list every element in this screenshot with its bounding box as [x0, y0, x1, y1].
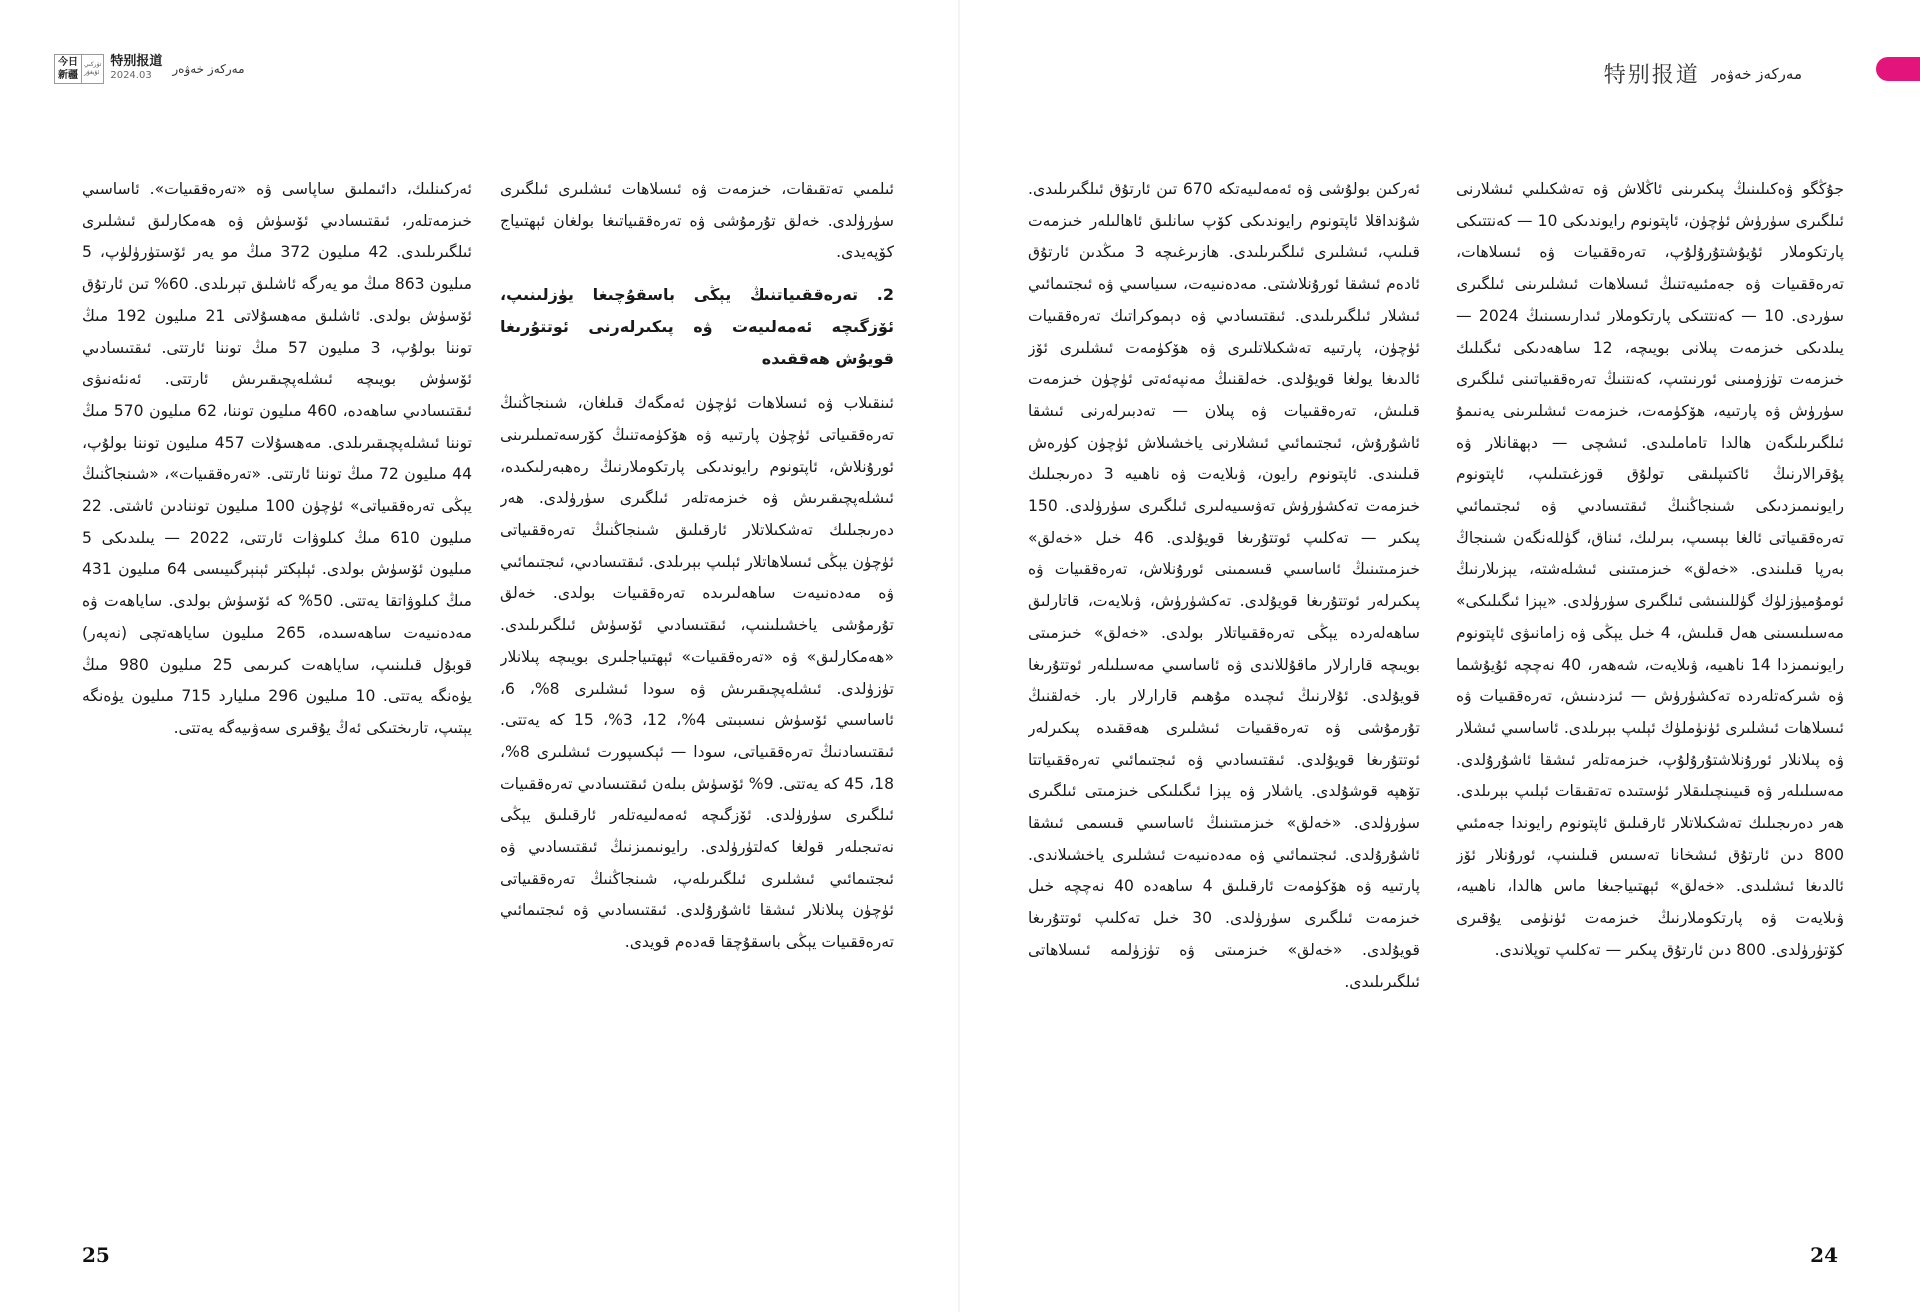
logo-main-text: [55, 55, 81, 83]
right-page-header: [1604, 58, 1802, 89]
article-column-2: [1028, 174, 1420, 1234]
page-number-left: 25: [82, 1243, 110, 1267]
page-gutter: [958, 0, 960, 1312]
logo-side-bottom: ئۇيغۇر: [84, 69, 100, 76]
section-title: 特别报道: [1603, 63, 1700, 88]
page-number-right: 24: [1810, 1243, 1838, 1267]
magazine-logo: [54, 54, 104, 84]
article-column-1: [1456, 174, 1844, 1234]
paragraph: ئەركىنلىك، دائىملىق ساپاسى ۋە «تەرەققىيات». ئاساسىي خىزمەتلەر، ئىقتىسادىي ئۆسۈش ۋە ھەمكارلىق ئىشلىرى ئىلگىرىلىدى. 42 مىليون 372 مىڭ مو يەر ئۆستۈرۈلۈپ، 5 مىليون 863 مىڭ مو يەرگە ئاشلىق تېرىلدى. 60% تىن ئارتۇق ئۆسۈش بولدى. ئاشلىق مەھسۇلاتى 21 مىليون 192 مىڭ توننا بولۇپ، 3 مىليون 57 مىڭ توننا ئارتتى. ئىقتىسادىي ئۆسۈش بويىچە ئىشلەپچىقىرىش ئارتتى. ئەنئەنىۋى ئىقتىسادىي ساھەدە، 460 مىليون توننا، 62 مىليون 570 مىڭ توننا ئىشلەپچىقىرىلدى. مەھسۇلات 457 مىليون توننا بولۇپ، 44 مىليون 72 مىڭ توننا ئارتتى. «تەرەققىيات»، «شىنجاڭنىڭ يېڭى تەرەققىياتى» ئۈچۈن 100 مىليون توننادىن ئاشتى. 22 مىليون 610 مىڭ كىلوۋات ئارتتى، 2022 — يىلىدىكى 5 مىليون ئۆسۈش بولدى. ئېلېكتر ئېنېرگىيىسى 64 مىليون 431 مىڭ كىلوۋاتقا يەتتى. 50% كە ئۆسۈش بولدى. ساياھەت ۋە مەدەنىيەت ساھەسىدە، 265 مىليون ساياھەتچى (نەپەر) قوبۇل قىلىنىپ، ساياھەت كىرىمى 25 مىليون 980 مىڭ يۈەنگە يەتتى. 10 مىليون 296 مىليارد 715 مىليون يۈەنگە يېتىپ، تارىختىكى ئەڭ يۇقىرى سەۋىيەگە يەتتى.: [82, 180, 472, 737]
section-title-block: [110, 55, 162, 83]
paragraph: ئىلمىي تەتقىقات، خىزمەت ۋە ئىسلاھات ئىشلىرى ئىلگىرى سۈرۈلدى. خەلق تۇرمۇشى ۋە تەرەققىياتىغا بولغان ئېھتىياج كۆپەيدى.: [500, 180, 894, 262]
logo-side-text: [81, 55, 103, 83]
left-page-header: [54, 54, 245, 84]
issue-date: 2024.03: [110, 70, 152, 81]
section-label-uyghur: مەركەز خەۋەر: [172, 62, 245, 76]
logo-main-bottom: 新疆: [58, 70, 78, 81]
section-title: 特别报道: [110, 54, 163, 69]
section-heading: 2. تەرەققىياتنىڭ يېڭى باسقۇچىغا يۈزلىنىپ، ئۆزگىچە ئەمەلىيەت ۋە پىكىرلەرنى ئوتتۇرىغا قويۇش ھەققىدە: [500, 285, 894, 368]
paragraph: ئەركىن بولۇشى ۋە ئەمەلىيەتكە 670 تىن ئارتۇق ئىلگىرىلىدى. شۇنداقلا ئاپتونوم رايوندىكى كۆپ سانلىق ئاھالىلەر خىزمەت قىلىپ، ئىشلىرى ئىلگىرىلىدى. ھازىرغىچە 3 مىڭدىن ئارتۇق ئادەم ئىشقا ئورۇنلاشتى. مەدەنىيەت، سىياسىي ۋە ئىجتىمائىي ئىشلار ئىلگىرىلىدى. ئىقتىسادىي ۋە دېموكراتىك تەرەققىيات ئۈچۈن، پارتىيە تەشكىلاتلىرى ۋە ھۆكۈمەت ئىشلىرى ئۆز ئالدىغا يولغا قويۇلدى. خەلقنىڭ مەنپەئەتى ئۈچۈن خىزمەت قىلىش، تەرەققىيات ۋە پىلان — تەدبىرلەرنى ئىشقا ئاشۇرۇش، ئىجتىمائىي ئىشلارنى ياخشىلاش ئۈچۈن كۈرەش قىلىندى. ئاپتونوم رايون، ۋىلايەت ۋە ناھىيە 3 دەرىجىلىك خىزمەت تەكشۈرۈش تەۋسىيەلىرى ئىلگىرى سۈرۈلدى. 150 پىكىر — تەكلىپ ئوتتۇرىغا قويۇلدى. 46 خىل «خەلق» خىزمىتىنىڭ ئاساسىي قىسمىنى ئورۇنلاش، تەرەققىيات ۋە پىكىرلەر ئوتتۇرىغا قويۇلدى. تەكشۈرۈش، ۋىلايەت، قاتارلىق ساھەلەردە يېڭى تەرەققىياتلار بولدى. «خەلق» خىزمىتى بويىچە قارارلار ماقۇللاندى ۋە ئاساسىي مەسىلىلەر ئوتتۇرىغا قويۇلدى. ئۇلارنىڭ ئىچىدە مۇھىم قارارلار بار. خەلقنىڭ تۇرمۇشى ۋە تەرەققىيات ئىشلىرى ھەققىدە پىكىرلەر ئوتتۇرىغا قويۇلدى. ئىقتىسادىي ۋە ئىجتىمائىي تەرەققىياتتا تۆھپە قوشۇلدى. ياشلار ۋە يېزا ئىگىلىكى خىزمىتى ئىلگىرى سۈرۈلدى. «خەلق» خىزمىتىنىڭ ئاساسىي قىسمى ئىشقا ئاشۇرۇلدى. ئىجتىمائىي ۋە مەدەنىيەت ئىشلىرى ياخشىلاندى. پارتىيە ۋە ھۆكۈمەت ئارقىلىق 4 ساھەدە 40 نەچچە خىل خىزمەت ئىلگىرى سۈرۈلدى. 30 خىل تەكلىپ ئوتتۇرىغا قويۇلدى. «خەلق» خىزمىتى ۋە تۈزۈلمە ئىسلاھاتى ئىلگىرىلىدى.: [1028, 180, 1420, 991]
article-column-4: [82, 174, 472, 1234]
article-column-3: [500, 174, 894, 1234]
accent-tab: [1876, 57, 1920, 81]
paragraph: ئىنقىلاب ۋە ئىسلاھات ئۈچۈن ئەمگەك قىلغان، شىنجاڭنىڭ تەرەققىياتى ئۈچۈن پارتىيە ۋە ھۆكۈمەتنىڭ كۆرسەتمىلىرىنى ئورۇنلاش، ئاپتونوم رايوندىكى پارتكوملارنىڭ رەھبەرلىكىدە، ئىشلەپچىقىرىش ۋە خىزمەتلەر ئىلگىرى سۈرۈلدى. ھەر دەرىجىلىك تەشكىلاتلار ئارقىلىق شىنجاڭنىڭ تەرەققىياتى ئۈچۈن يېڭى ئىسلاھاتلار ئېلىپ بېرىلدى. ئىقتىسادىي، ئىجتىمائىي ۋە مەدەنىيەت ساھەلىرىدە تەرەققىيات بولدى. خەلق تۇرمۇشى ياخشىلىنىپ، ئىقتىسادىي ئۆسۈش ئىلگىرىلىدى. «ھەمكارلىق» ۋە «تەرەققىيات» ئېھتىياجلىرى بويىچە پىلانلار تۈزۈلدى. ئىشلەپچىقىرىش ۋە سودا ئىشلىرى 8%، 6، ئاساسىي ئۆسۈش نىسبىتى 4%، 12، 3%، 15 كە يەتتى. ئىقتىسادنىڭ تەرەققىياتى، سودا — ئېكسپورت ئىشلىرى 8%، 18، 45 كە يەتتى. 9% ئۆسۈش بىلەن ئىقتىسادىي تەرەققىيات ئىلگىرى سۈرۈلدى. ئۆزگىچە ئەمەلىيەتلەر ئارقىلىق يېڭى نەتىجىلەر قولغا كەلتۈرۈلدى. رايونىمىزنىڭ ئىقتىسادىي ۋە ئىجتىمائىي ئىشلىرى ئىلگىرىلەپ، شىنجاڭنىڭ تەرەققىياتى ئۈچۈن پىلانلار ئىشقا ئاشۇرۇلدى. ئىقتىسادىي ۋە ئىجتىمائىي تەرەققىيات يېڭى باسقۇچقا قەدەم قويدى.: [500, 394, 894, 952]
logo-side-top: تۈركىي: [84, 61, 102, 68]
paragraph: جۇڭگو ۋەكىلىنىڭ پىكىرىنى ئاڭلاش ۋە تەشكىلىي ئىشلارنى ئىلگىرى سۈرۈش ئۈچۈن، ئاپتونوم رايوندىكى 10 — كەنتتىكى پارتكوملار ئۇيۇشتۇرۇلۇپ، تەرەققىيات ۋە ئىسلاھات، تەرەققىيات ۋە جەمئىيەتنىڭ ئىسلاھات ئىشلىرىنى ئىلگىرى سۈردى. 10 — كەنتتىكى پارتكوملار ئىدارىسىنىڭ 2024 — يىلدىكى خىزمەت پىلانى بويىچە، 12 ساھەدىكى ئىگىلىك خىزمەت تۈزۈمىنى ئورنىتىپ، كەنتنىڭ تەرەققىياتىنى ئىلگىرى سۈرۈش ۋە پارتىيە، ھۆكۈمەت، خىزمەت ئىشلىرىنى يەنىمۇ ئىلگىرىلىگەن ھالدا تاماملىدى. ئىشچى — دېھقانلار ۋە پۇقرالارنىڭ ئاكتىپلىقى تولۇق قوزغىتىلىپ، ئاپتونوم رايونىمىزدىكى شىنجاڭنىڭ ئىقتىسادىي ۋە ئىجتىمائىي تەرەققىياتى ئالغا بېسىپ، بىرلىك، ئىناق، گۈللەنگەن شىنجاڭ بەرپا قىلىندى. «خەلق» خىزمىتىنى ئىشلەشتە، يېزىلارنىڭ ئومۇميۈزلۈك گۈللىنىشى ئىلگىرى سۈرۈلدى. «يېزا ئىگىلىكى» مەسىلىسىنى ھەل قىلىش، 4 خىل يېڭى ۋە زامانىۋى ئاپتونوم رايونىمىزدا 14 ناھىيە، ۋىلايەت، شەھەر، 40 نەچچە ئۇيۇشما ۋە شىركەتلەردە تەكشۈرۈش — ئىزدىنىش، تەرەققىيات ۋە ئىسلاھات ئىشلىرى ئۈنۈملۈك ئېلىپ بېرىلدى. ئاساسىي ئىشلار ۋە پىلانلار ئورۇنلاشتۇرۇلۇپ، خىزمەتلەر ئىشقا ئاشۇرۇلدى. مەسىلىلەر ۋە قىيىنچىلىقلار ئۈستىدە تەتقىقات ئېلىپ بېرىلدى. ھەر دەرىجىلىك تەشكىلاتلار ئارقىلىق ئاپتونوم رايوندا جەمئىي 800 دىن ئارتۇق ئىشخانا تەسىس قىلىنىپ، ئورۇنلار ئۆز ئالدىغا ئىشلىدى. «خەلق» ئېھتىياجىغا ماس ھالدا، ناھىيە، ۋىلايەت ۋە پارتكوملارنىڭ خىزمەت ئۈنۈمى يۇقىرى كۆتۈرۈلدى. 800 دىن ئارتۇق پىكىر — تەكلىپ توپلاندى.: [1456, 180, 1844, 959]
logo-main-top: 今日: [58, 57, 78, 68]
section-label-uyghur: مەركەز خەۋەر: [1711, 64, 1802, 83]
